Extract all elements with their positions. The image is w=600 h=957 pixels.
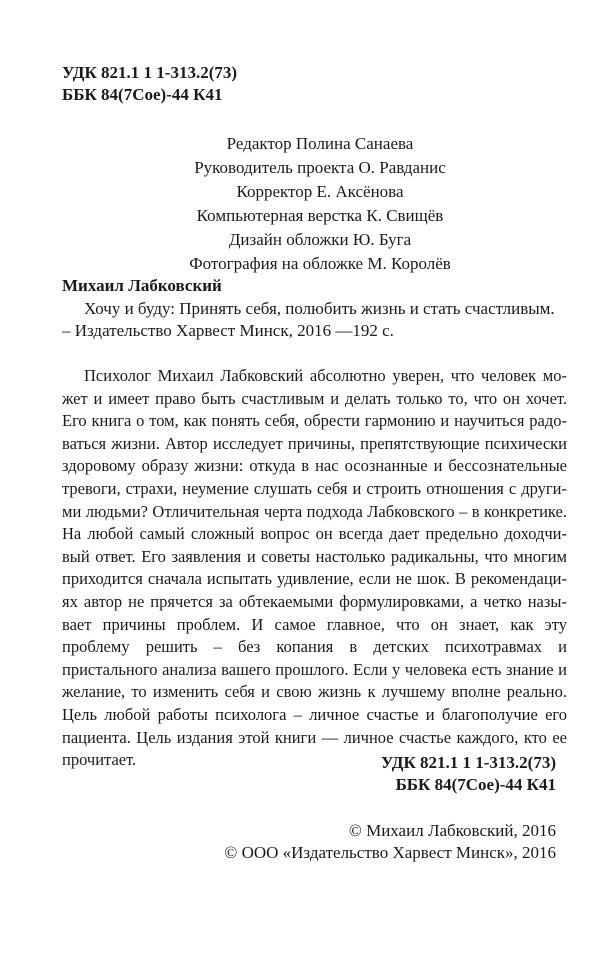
credit-proofreader: Корректор Е. Аксёнова <box>236 182 404 201</box>
copyright-block <box>224 820 556 864</box>
classification-codes-bottom <box>381 752 556 796</box>
credit-cover-photo: Фотография на обложке М. Королёв <box>189 254 451 273</box>
credit-project-manager: Руководитель проекта О. Равданис <box>194 158 446 177</box>
credit-editor: Редактор Полина Санаева <box>226 134 414 153</box>
credit-cover-design: Дизайн обложки Ю. Буга <box>228 230 412 249</box>
classification-codes-top <box>62 62 237 106</box>
udc-code: УДК 821.1 1 1-313.2(73) <box>62 63 238 82</box>
copyright-publisher: © ООО «Издательство Харвест Минск», 2016 <box>224 843 556 862</box>
bbk-code: ББК 84(7Сое)-44 К41 <box>62 85 223 104</box>
udc-code-bottom: УДК 821.1 1 1-313.2(73) <box>380 753 556 772</box>
bbk-code-bottom: ББК 84(7Сое)-44 К41 <box>395 775 556 794</box>
author-name: Михаил Лабковский <box>62 276 222 295</box>
abstract-paragraph: Психолог Михаил Лабковский абсолютно уверен, что человек может и имеет право быть счастливым и делать только то, что он хочет. Его книга о том, как понять себя, обрести гармонию и научиться радоваться жизни. Автор исследует причины, препятствующие психически здоровому образу жизни: откуда в нас осознанные и бессознательные тревоги, страхи, неумение слушать себя и строить отношения с другими людьми? Отличительная черта подхода Лабковского – в конкретике. На любой самый сложный вопрос он всегда дает предельно доходчивый ответ. Его заявления и советы настолько радикальны, что многим приходится сначала испытать удивление, если не шок. В рекомендациях автор не прячется за обтекаемыми формулировками, а четко называет причины проблем. И самое главное, что он знает, как эту проблему решить – без копания в детских психотравмах и пристального анализа вашего прошлого. Если у человека есть знание и желание, то изменить себя и свою жизнь к лучшему вполне реально. Цель любой работы психолога – личное счастье и благополучие его пациента. Цель издания этой книги — личное счастье каждого, кто ее прочитает. <box>62 366 567 770</box>
book-title-line: Хочу и буду: Принять себя, полюбить жизнь и стать счастливым. <box>84 299 555 318</box>
credits-list <box>0 132 600 276</box>
copyright-author: © Михаил Лабковский, 2016 <box>348 821 556 840</box>
credit-layout: Компьютерная верстка К. Свищёв <box>196 206 444 225</box>
bibliographic-entry <box>62 298 582 342</box>
publisher-line: – Издательство Харвест Минск, 2016 —192 с. <box>62 321 394 340</box>
